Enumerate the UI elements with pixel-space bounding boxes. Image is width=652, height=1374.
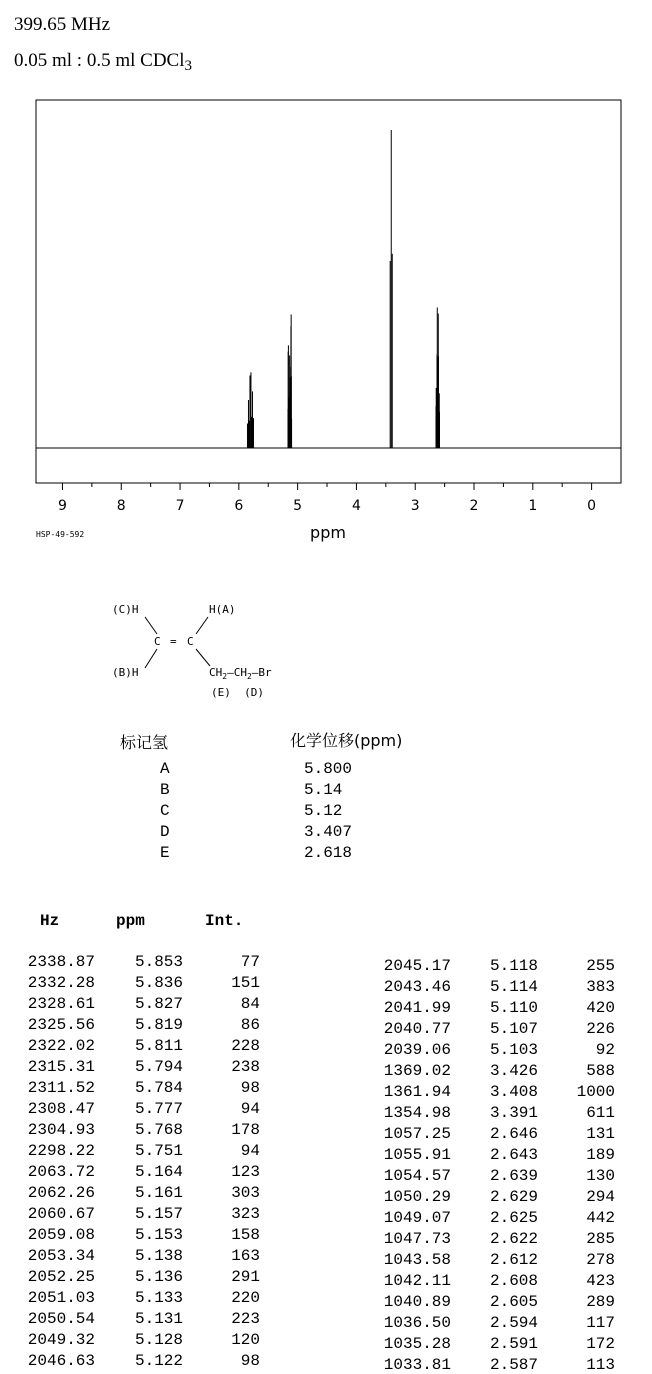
peak-int: 130 — [586, 1167, 615, 1185]
peak-hz: 1354.98 — [383, 1104, 451, 1122]
peak-hz: 1040.89 — [383, 1293, 451, 1311]
chain-sub-a: 2 — [222, 672, 228, 681]
peak-int: 228 — [231, 1037, 260, 1055]
peak-hz: 2046.63 — [27, 1352, 95, 1370]
chain-ch: CH — [209, 666, 223, 679]
peak-hz: 2039.06 — [383, 1041, 451, 1059]
assign-label: E — [160, 844, 170, 862]
peak-int: 611 — [586, 1104, 615, 1122]
peak-hz: 2062.26 — [27, 1184, 95, 1202]
chain-mid: —CH — [227, 666, 247, 679]
peak-hz: 2053.34 — [27, 1247, 95, 1265]
peak-int: 92 — [595, 1041, 615, 1059]
peak-ppm: 2.608 — [489, 1272, 538, 1290]
assign-label: A — [160, 760, 170, 778]
assign-shift: 5.12 — [304, 802, 343, 820]
peak-int: 94 — [240, 1142, 260, 1160]
peak-hz: 1042.11 — [383, 1272, 451, 1290]
peak-hz: 1035.28 — [383, 1335, 451, 1353]
bond-a-h — [196, 617, 208, 634]
peak-int: 123 — [231, 1163, 260, 1181]
x-axis-label: ppm — [310, 523, 346, 542]
peak-ppm: 3.426 — [489, 1062, 538, 1080]
peak-hz: 2322.02 — [27, 1037, 95, 1055]
peak-int: 220 — [231, 1289, 260, 1307]
peak-hz: 2063.72 — [27, 1163, 95, 1181]
peak-int: 420 — [586, 999, 615, 1017]
peak-hz: 2043.46 — [383, 978, 451, 996]
peak-int: 189 — [586, 1146, 615, 1164]
label-a: H(A) — [209, 603, 236, 616]
spectrometer-frequency: 399.65 MHz — [14, 14, 111, 35]
peak-hz: 2052.25 — [27, 1268, 95, 1286]
peak-hz: 1036.50 — [383, 1314, 451, 1332]
peak-int: 423 — [586, 1272, 615, 1290]
assign-shift: 5.14 — [304, 781, 343, 799]
assign-col2-header: 化学位移(ppm) — [290, 731, 403, 750]
assign-label: C — [160, 802, 170, 820]
peak-ppm: 5.853 — [134, 953, 183, 971]
peak-int: 255 — [586, 957, 615, 975]
peak-ppm: 2.594 — [489, 1314, 538, 1332]
peak-int: 163 — [231, 1247, 260, 1265]
peak-ppm: 5.777 — [134, 1100, 183, 1118]
peak-ppm: 5.131 — [134, 1310, 183, 1328]
peak-ppm: 5.122 — [134, 1352, 183, 1370]
peak-int: 172 — [586, 1335, 615, 1353]
bond-b-h — [145, 649, 157, 668]
peak-int: 98 — [240, 1352, 260, 1370]
peak-int: 178 — [231, 1121, 260, 1139]
hdr-int: Int. — [205, 912, 244, 930]
chain-ch2-a — [209, 666, 272, 681]
hdr-hz: Hz — [40, 912, 60, 930]
bond-c-chain — [196, 649, 210, 666]
peak-int: 117 — [586, 1314, 615, 1332]
peak-int: 238 — [231, 1058, 260, 1076]
label-c: (C)H — [112, 603, 139, 616]
peak-hz: 2059.08 — [27, 1226, 95, 1244]
peak-int: 588 — [586, 1062, 615, 1080]
peak-hz: 2041.99 — [383, 999, 451, 1017]
assign-col1-header: 标记氢 — [120, 733, 169, 752]
peak-ppm: 5.751 — [134, 1142, 183, 1160]
chain-sub-b: 2 — [246, 672, 252, 681]
peak-ppm: 5.161 — [134, 1184, 183, 1202]
peak-ppm: 5.107 — [489, 1020, 538, 1038]
peak-ppm: 2.625 — [489, 1209, 538, 1227]
peak-ppm: 5.768 — [134, 1121, 183, 1139]
peak-int: 294 — [586, 1188, 615, 1206]
assign-shift: 2.618 — [304, 844, 353, 862]
peak-ppm: 5.153 — [134, 1226, 183, 1244]
peak-hz: 2051.03 — [27, 1289, 95, 1307]
peak-int: 98 — [240, 1079, 260, 1097]
peak-ppm: 5.157 — [134, 1205, 183, 1223]
hdr-ppm: ppm — [116, 912, 145, 930]
assign-shift: 5.800 — [304, 760, 353, 778]
peak-int: 291 — [231, 1268, 260, 1286]
x-tick-label: 4 — [351, 498, 361, 514]
peak-ppm: 5.811 — [134, 1037, 183, 1055]
peak-int: 120 — [231, 1331, 260, 1349]
peak-hz: 1033.81 — [383, 1356, 451, 1374]
spectrum-code: HSP-49-592 — [36, 530, 85, 539]
peak-hz: 2298.22 — [27, 1142, 95, 1160]
peak-hz: 2338.87 — [27, 953, 95, 971]
peak-ppm: 5.827 — [134, 995, 183, 1013]
peak-ppm: 2.605 — [489, 1293, 538, 1311]
assign-label: B — [160, 781, 170, 799]
peak-hz: 1049.07 — [383, 1209, 451, 1227]
carbon-1: C — [154, 635, 161, 648]
peak-ppm: 5.784 — [134, 1079, 183, 1097]
peak-hz: 2332.28 — [27, 974, 95, 992]
peak-hz: 1043.58 — [383, 1251, 451, 1269]
peak-ppm: 5.819 — [134, 1016, 183, 1034]
peak-hz: 2050.54 — [27, 1310, 95, 1328]
x-tick-label: 3 — [410, 498, 420, 514]
carbon-2: C — [187, 635, 194, 648]
peak-hz: 1054.57 — [383, 1167, 451, 1185]
peak-int: 285 — [586, 1230, 615, 1248]
label-b: (B)H — [112, 666, 139, 679]
peak-ppm: 2.612 — [489, 1251, 538, 1269]
peak-int: 323 — [231, 1205, 260, 1223]
assign-label: D — [160, 823, 170, 841]
peak-int: 289 — [586, 1293, 615, 1311]
peak-ppm: 5.114 — [489, 978, 538, 996]
x-tick-label: 8 — [116, 498, 126, 514]
peak-ppm: 5.110 — [489, 999, 538, 1017]
peak-hz: 2304.93 — [27, 1121, 95, 1139]
x-tick-label: 2 — [469, 498, 479, 514]
peak-ppm: 2.591 — [489, 1335, 538, 1353]
double-bond: = — [170, 635, 177, 648]
peak-int: 84 — [240, 995, 260, 1013]
peak-ppm: 5.136 — [134, 1268, 183, 1286]
peak-ppm: 3.391 — [489, 1104, 538, 1122]
peak-hz: 2308.47 — [27, 1100, 95, 1118]
sample-subscript: 3 — [184, 58, 192, 74]
chain-end: —Br — [251, 666, 272, 679]
assign-shift: 3.407 — [304, 823, 353, 841]
x-tick-label: 7 — [175, 498, 185, 514]
peak-int: 383 — [586, 978, 615, 996]
x-tick-label: 1 — [528, 498, 538, 514]
peak-ppm: 5.138 — [134, 1247, 183, 1265]
peak-hz: 1050.29 — [383, 1188, 451, 1206]
peak-int: 86 — [240, 1016, 260, 1034]
peak-ppm: 2.643 — [489, 1146, 538, 1164]
peak-hz: 2040.77 — [383, 1020, 451, 1038]
peak-ppm: 5.133 — [134, 1289, 183, 1307]
x-tick-label: 6 — [234, 498, 244, 514]
x-tick-label: 0 — [587, 498, 597, 514]
peak-ppm: 2.639 — [489, 1167, 538, 1185]
peak-int: 278 — [586, 1251, 615, 1269]
peak-int: 1000 — [576, 1083, 615, 1101]
peak-hz: 2311.52 — [27, 1079, 95, 1097]
peak-ppm: 5.164 — [134, 1163, 183, 1181]
peak-int: 94 — [240, 1100, 260, 1118]
peak-ppm: 2.587 — [489, 1356, 538, 1374]
peak-hz: 2045.17 — [383, 957, 451, 975]
peak-hz: 1047.73 — [383, 1230, 451, 1248]
x-tick-label: 5 — [293, 498, 303, 514]
peak-int: 223 — [231, 1310, 260, 1328]
label-e-d: (E) (D) — [211, 686, 264, 699]
peak-int: 442 — [586, 1209, 615, 1227]
peak-ppm: 5.118 — [489, 957, 538, 975]
peak-ppm: 2.646 — [489, 1125, 538, 1143]
peak-ppm: 2.629 — [489, 1188, 538, 1206]
peak-ppm: 2.622 — [489, 1230, 538, 1248]
peak-hz: 2060.67 — [27, 1205, 95, 1223]
peak-ppm: 5.836 — [134, 974, 183, 992]
peak-hz: 1055.91 — [383, 1146, 451, 1164]
x-tick-label: 9 — [57, 498, 67, 514]
peak-hz: 2328.61 — [27, 995, 95, 1013]
peak-hz: 1361.94 — [383, 1083, 451, 1101]
sample-text: 0.05 ml : 0.5 ml CDCl — [14, 50, 185, 71]
peak-ppm: 5.103 — [489, 1041, 538, 1059]
peak-int: 77 — [240, 953, 260, 971]
peak-int: 113 — [586, 1356, 615, 1374]
peak-int: 151 — [231, 974, 260, 992]
peak-int: 131 — [586, 1125, 615, 1143]
peak-hz: 1369.02 — [383, 1062, 451, 1080]
peak-hz: 1057.25 — [383, 1125, 451, 1143]
peak-int: 303 — [231, 1184, 260, 1202]
peak-ppm: 5.794 — [134, 1058, 183, 1076]
peak-hz: 2049.32 — [27, 1331, 95, 1349]
peak-ppm: 5.128 — [134, 1331, 183, 1349]
peak-ppm: 3.408 — [489, 1083, 538, 1101]
bond-c-h — [145, 617, 157, 634]
peak-hz: 2315.31 — [27, 1058, 95, 1076]
peak-int: 226 — [586, 1020, 615, 1038]
peak-hz: 2325.56 — [27, 1016, 95, 1034]
peak-int: 158 — [231, 1226, 260, 1244]
